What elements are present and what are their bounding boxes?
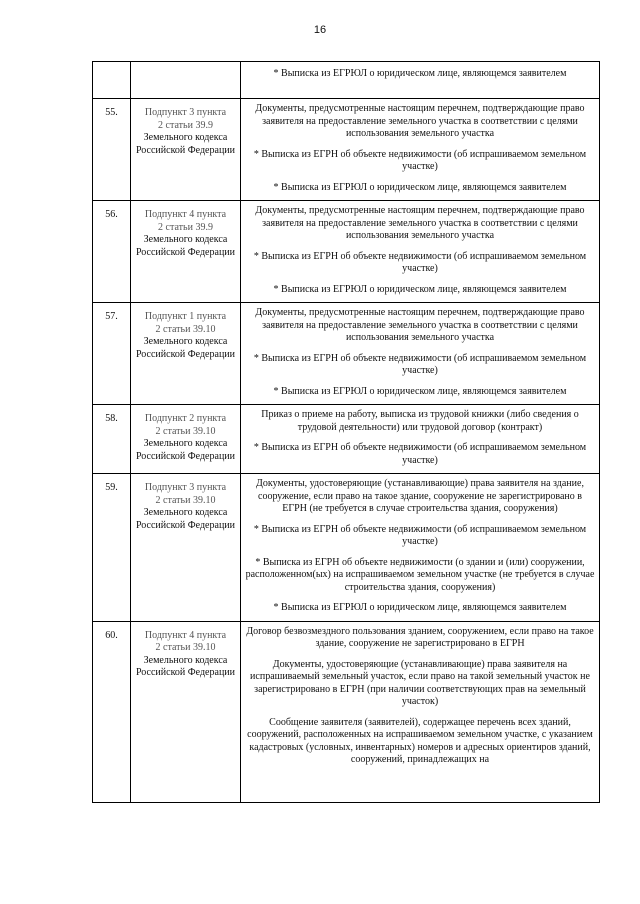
table-row (93, 303, 600, 405)
document-item: Документы, предусмотренные настоящим перечнем, подтверждающие право заявителя на предоставление земельного участка в соответствии с целями использования земельного участка (255, 307, 585, 343)
table-row (93, 621, 600, 802)
legal-basis-line: 2 статьи 39.10 (155, 494, 216, 506)
table-row (93, 405, 600, 474)
row-number: 60. (93, 621, 131, 802)
document-item: * Выписка из ЕГРЮЛ о юридическом лице, являющемся заявителем (273, 181, 567, 193)
documents-table (92, 61, 600, 803)
legal-basis-line: Земельного кодекса Российской Федерации (135, 654, 235, 678)
documents-cell (241, 62, 600, 99)
documents-cell (241, 474, 600, 622)
legal-basis-line: Земельного кодекса Российской Федерации (135, 132, 235, 156)
document-item: Документы, удостоверяющие (устанавливающие) права заявителя на здание, сооружение, если право на такое здание, сооружение не зарегистрировано в ЕГРН (не требуется в случае строительства здания, сооружения) (256, 478, 584, 514)
legal-basis (131, 303, 241, 405)
row-number: 59. (93, 474, 131, 622)
document-item: * Выписка из ЕГРН об объекте недвижимости (об испрашиваемом земельном участке) (253, 442, 587, 466)
legal-basis-line: Земельного кодекса Российской Федерации (135, 507, 235, 531)
legal-basis-line: Земельного кодекса Российской Федерации (135, 336, 235, 360)
documents-cell (241, 405, 600, 474)
document-item: * Выписка из ЕГРЮЛ о юридическом лице, являющемся заявителем (273, 385, 567, 397)
row-number: 57. (93, 303, 131, 405)
legal-basis (131, 621, 241, 802)
document-item: * Выписка из ЕГРН об объекте недвижимости (об испрашиваемом земельном участке) (253, 523, 587, 547)
legal-basis (131, 99, 241, 201)
documents-cell (241, 201, 600, 303)
row-number: 56. (93, 201, 131, 303)
table-row (93, 474, 600, 622)
legal-basis-line: 2 статьи 39.10 (155, 425, 216, 437)
row-number: 55. (93, 99, 131, 201)
document-item: * Выписка из ЕГРЮЛ о юридическом лице, являющемся заявителем (273, 283, 567, 295)
documents-cell (241, 621, 600, 802)
legal-basis-line: Подпункт 3 пункта (144, 482, 227, 493)
legal-basis (131, 474, 241, 622)
table-row (93, 99, 600, 201)
legal-basis-line: Подпункт 3 пункта (144, 107, 227, 118)
document-item: Сообщение заявителя (заявителей), содержащее перечень всех зданий, сооружений, расположенных на испрашиваемом земельном участке, с указанием кадастровых (условных, инвентарных) номеров и адресных ориентиров зданий, сооружений, принадлежащих на (247, 716, 593, 765)
document-item: * Выписка из ЕГРН об объекте недвижимости (об испрашиваемом земельном участке) (253, 148, 587, 172)
row-number: 58. (93, 405, 131, 474)
documents-cell (241, 99, 600, 201)
legal-basis-line: Подпункт 1 пункта (144, 311, 227, 322)
legal-basis-line: Земельного кодекса Российской Федерации (135, 438, 235, 462)
document-item: * Выписка из ЕГРН об объекте недвижимости (об испрашиваемом земельном участке) (253, 352, 587, 376)
document-item: Договор безвозмездного пользования зданием, сооружением, если право на такое здание, сооружение не зарегистрировано в ЕГРН (246, 625, 594, 649)
documents-cell (241, 303, 600, 405)
page-number: 16 (313, 24, 327, 36)
legal-basis-line: Подпункт 2 пункта (144, 413, 227, 424)
document-item: * Выписка из ЕГРН об объекте недвижимости (о здании и (или) сооружении, расположенном(ых) на испрашиваемом земельном участке (не требуется в случае строительства здания, сооружения) (245, 556, 595, 593)
table-row (93, 201, 600, 303)
legal-basis-line: Земельного кодекса Российской Федерации (135, 234, 235, 258)
basis-cell (131, 62, 241, 99)
table-row-continuation (93, 62, 600, 99)
document-item: Документы, удостоверяющие (устанавливающие) права заявителя на испрашиваемый земельный участок, если право на такой земельный участок не зарегистрировано в ЕГРН (при наличии соответствующих прав на земельный участок) (250, 658, 590, 707)
legal-basis-line: 2 статьи 39.10 (155, 642, 216, 653)
legal-basis-line: Подпункт 4 пункта (144, 209, 227, 220)
legal-basis-line: 2 статьи 39.10 (155, 323, 216, 335)
legal-basis (131, 201, 241, 303)
document-item: * Выписка из ЕГРЮЛ о юридическом лице, являющемся заявителем (273, 68, 567, 79)
legal-basis-line: 2 статьи 39.9 (158, 221, 213, 233)
document-item: * Выписка из ЕГРН об объекте недвижимости (об испрашиваемом земельном участке) (253, 250, 587, 274)
document-item: Документы, предусмотренные настоящим перечнем, подтверждающие право заявителя на предоставление земельного участка в соответствии с целями использования земельного участка (255, 205, 585, 241)
legal-basis-line: Подпункт 4 пункта (144, 629, 227, 641)
document-item: * Выписка из ЕГРЮЛ о юридическом лице, являющемся заявителем (273, 602, 567, 613)
document-item: Документы, предусмотренные настоящим перечнем, подтверждающие право заявителя на предоставление земельного участка в соответствии с целями использования земельного участка (255, 103, 585, 139)
row-number-cell (93, 62, 131, 99)
legal-basis (131, 405, 241, 474)
legal-basis-line: 2 статьи 39.9 (158, 119, 213, 131)
document-item: Приказ о приеме на работу, выписка из трудовой книжки (либо сведения о трудовой деятельности) или трудовой договор (контракт) (261, 409, 579, 433)
